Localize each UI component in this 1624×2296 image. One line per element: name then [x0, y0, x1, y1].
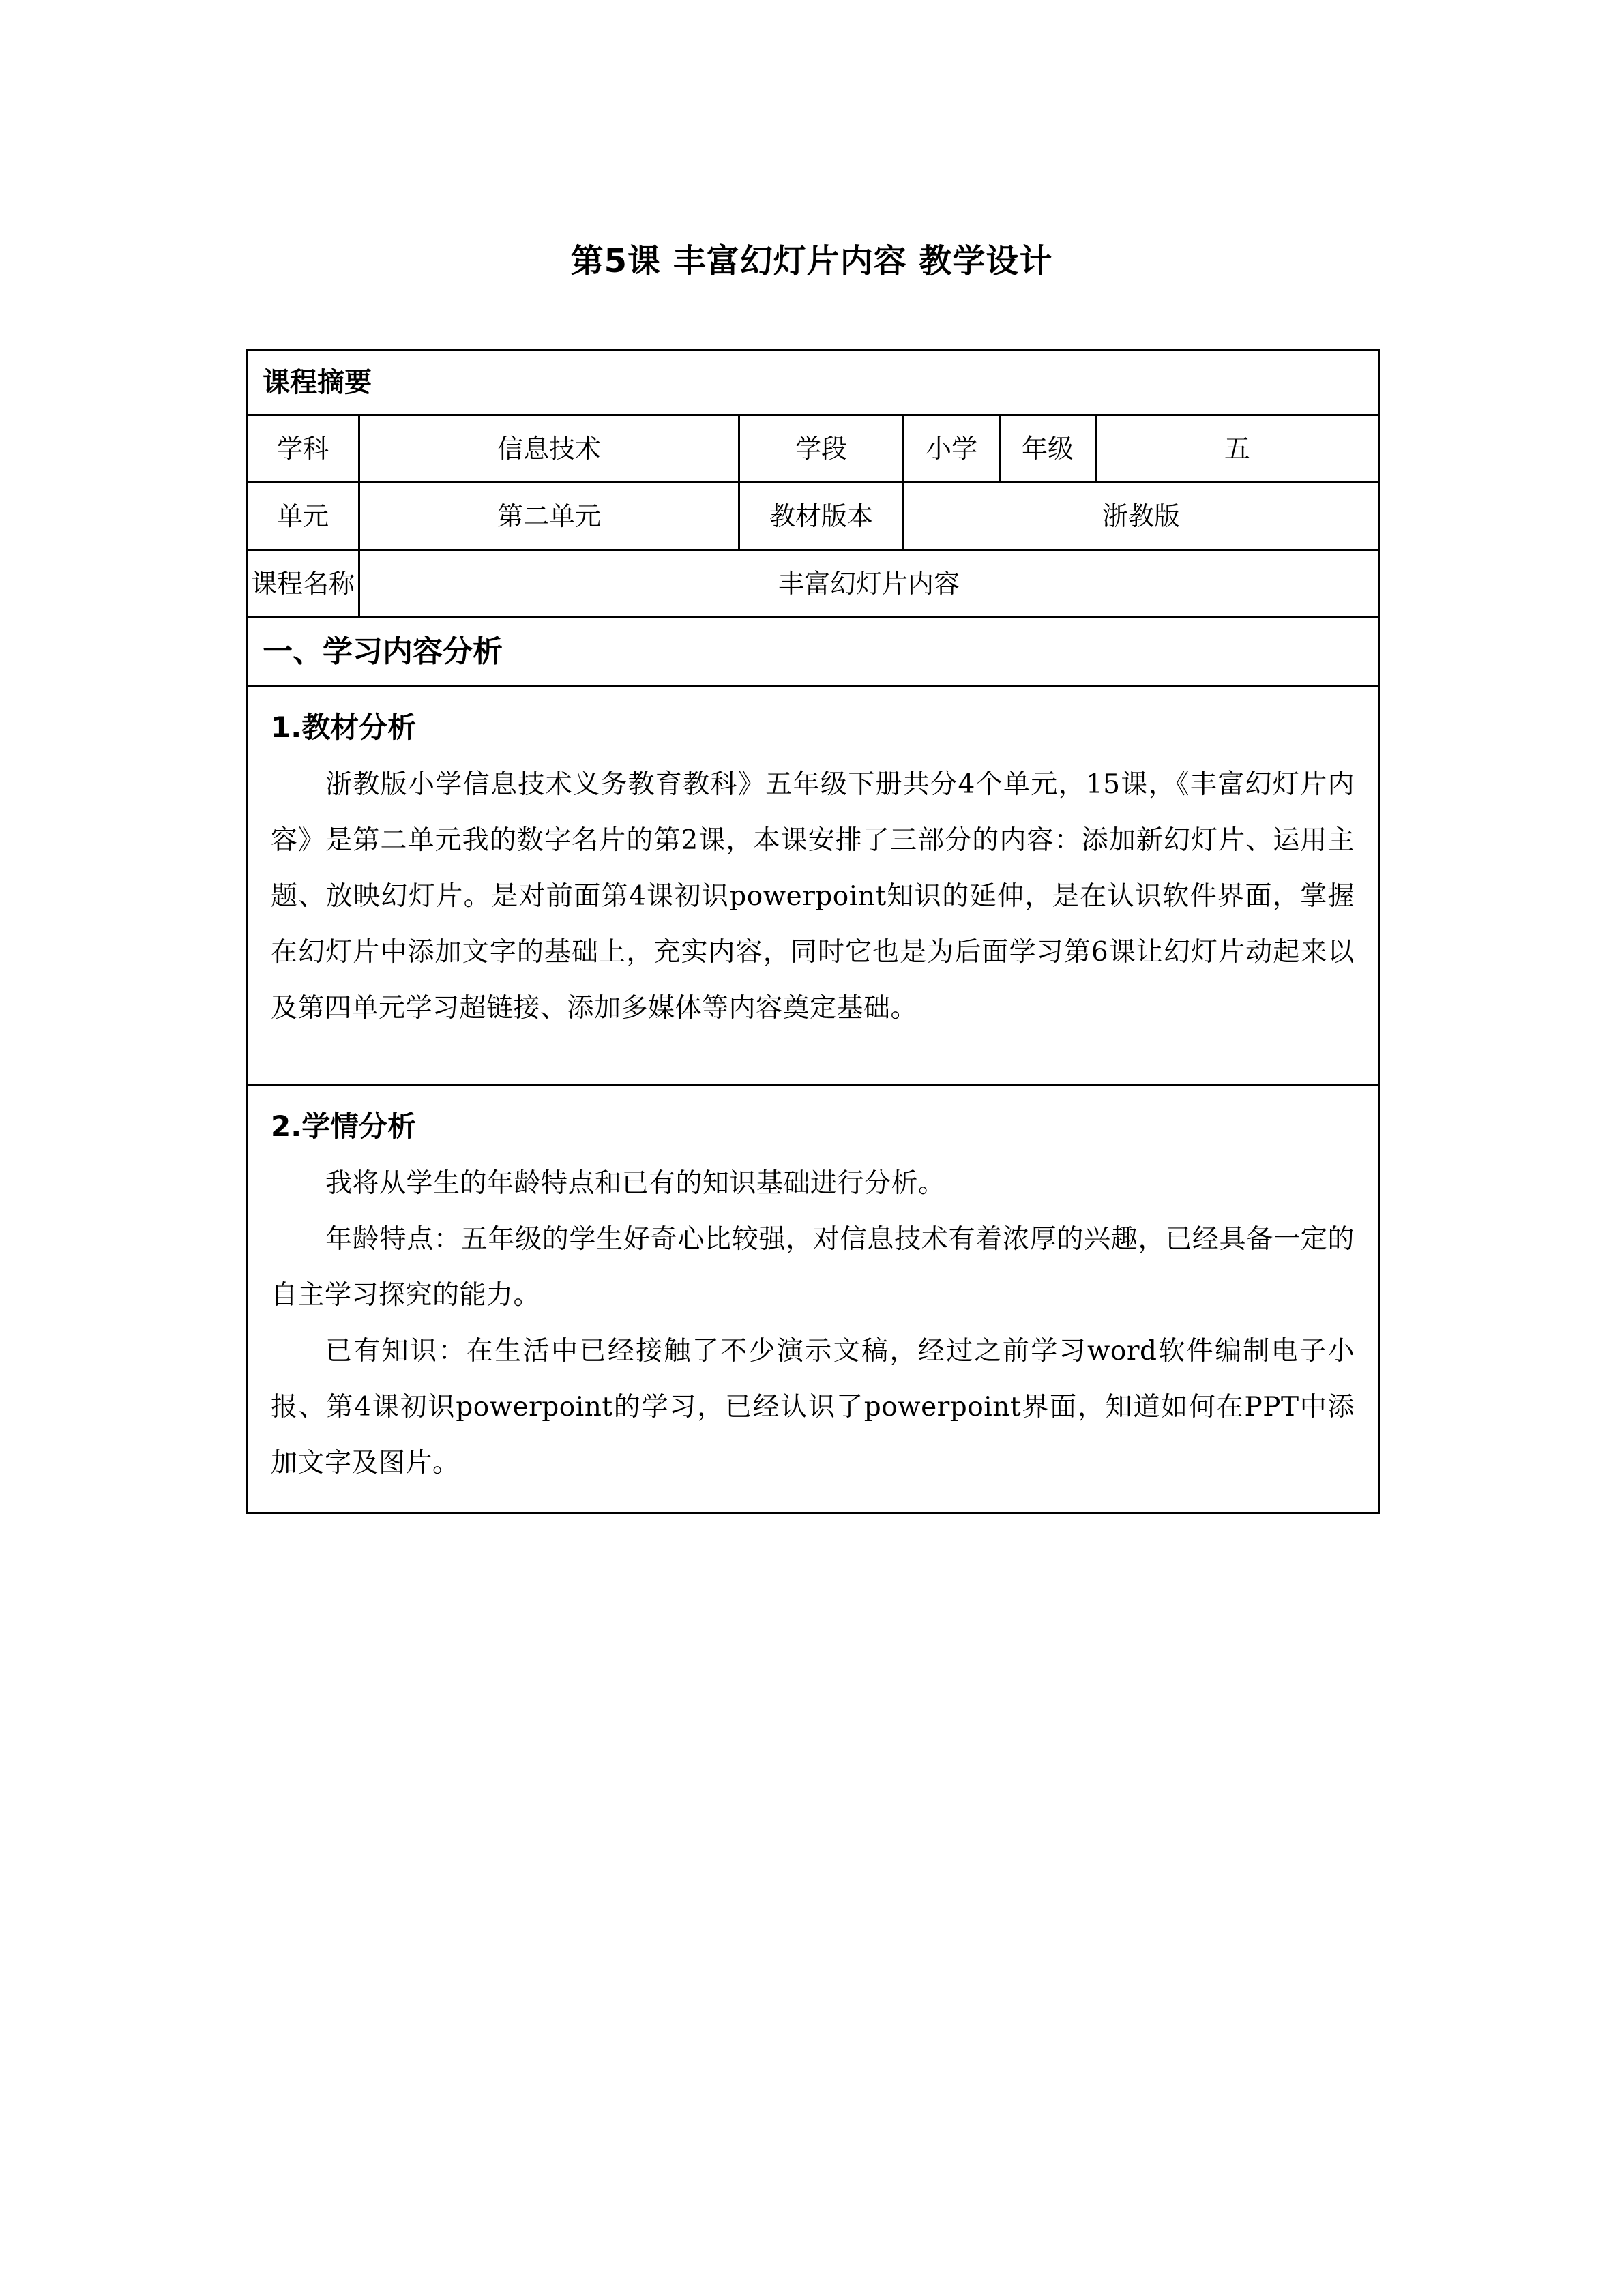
- subject-value: 信息技术: [359, 415, 739, 483]
- student-analysis-paragraph-1: 我将从学生的年龄特点和已有的知识基础进行分析。: [325, 1168, 945, 1199]
- unit-label: 单元: [247, 483, 359, 550]
- student-analysis-paragraph-3: 已有知识：在生活中已经接触了不少演示文稿，经过之前学习word软件编制电子小报、第4课初识powerpoint的学习，已经认识了powerpoint界面，知道如何在PPT中添加文字及图片。: [271, 1336, 1355, 1478]
- page-title: 第5课 丰富幻灯片内容 教学设计: [570, 242, 1053, 280]
- summary-band-label: 课程摘要: [247, 351, 1379, 415]
- textbook-value: 浙教版: [904, 483, 1379, 550]
- student-analysis-heading: 2.学情分析: [271, 1109, 417, 1143]
- course-name-label: 课程名称: [247, 550, 359, 618]
- grade-label: 年级: [1000, 415, 1096, 483]
- textbook-analysis-heading: 1.教材分析: [271, 711, 417, 744]
- stage-value: 小学: [904, 415, 1000, 483]
- table-row-meta-2: [247, 483, 1379, 550]
- table-row-meta-1: [247, 415, 1379, 483]
- table-row-summary-band: [247, 351, 1379, 415]
- stage-label: 学段: [739, 415, 904, 483]
- textbook-analysis-cell: [247, 687, 1379, 1086]
- student-analysis-paragraph-2: 年龄特点：五年级的学生好奇心比较强，对信息技术有着浓厚的兴趣，已经具备一定的自主学习探究的能力。: [271, 1224, 1355, 1311]
- cell-spacer: [271, 1037, 1355, 1064]
- student-analysis-cell: [247, 1086, 1379, 1513]
- unit-value: 第二单元: [359, 483, 739, 550]
- grade-value: 五: [1096, 415, 1379, 483]
- table-row-textbook-analysis: [247, 687, 1379, 1086]
- course-name-value: 丰富幻灯片内容: [359, 550, 1379, 618]
- table-row-section-band: [247, 618, 1379, 687]
- table-row-meta-3: [247, 550, 1379, 618]
- textbook-label: 教材版本: [739, 483, 904, 550]
- course-summary-table: [246, 349, 1380, 1514]
- table-row-student-analysis: [247, 1086, 1379, 1513]
- section-one-title: 一、学习内容分析: [247, 618, 1379, 687]
- textbook-analysis-paragraph: 浙教版小学信息技术义务教育教科》五年级下册共分4个单元，15课，《丰富幻灯片内容》是第二单元我的数字名片的第2课，本课安排了三部分的内容：添加新幻灯片、运用主题、放映幻灯片。是对前面第4课初识powerpoint知识的延伸，是在认识软件界面，掌握在幻灯片中添加文字的基础上，充实内容，同时它也是为后面学习第6课让幻灯片动起来以及第四单元学习超链接、添加多媒体等内容奠定基础。: [271, 769, 1355, 1024]
- subject-label: 学科: [247, 415, 359, 483]
